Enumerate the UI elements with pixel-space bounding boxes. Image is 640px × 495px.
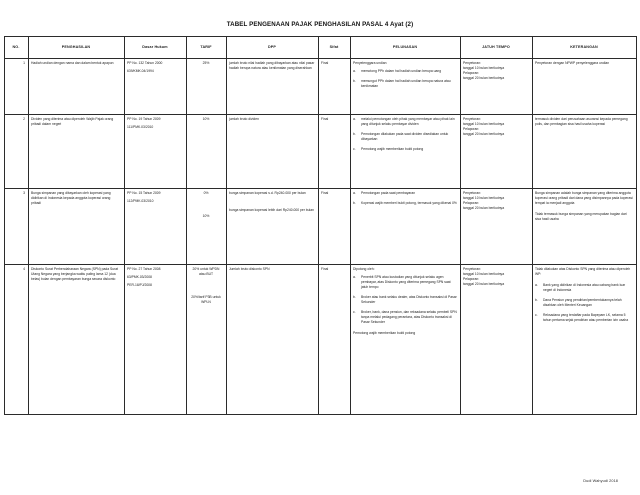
list-marker: b. bbox=[353, 201, 356, 206]
keterangan-list bbox=[535, 283, 633, 323]
table-header-row bbox=[4, 37, 636, 59]
list-item-text: Broker atau bank selaku dealer, atas Diskonto transaksi di Pasar Sekunder bbox=[361, 295, 457, 305]
list-marker: a. bbox=[353, 117, 356, 121]
pelunasan-list bbox=[353, 117, 457, 152]
pelunasan-list-item bbox=[353, 275, 457, 290]
list-item-text: Pemotongan dilakukan pada saat dividen disediakan untuk dibayarkan bbox=[361, 132, 449, 142]
list-item-text: Broker, bank, dana pensiun, dan reksadana selaku pembeli SPN tanpa melalui pedagang perantara, atas Diskonto transaksi di Pasar Sekunder bbox=[361, 310, 457, 325]
cell-tarif bbox=[186, 189, 226, 265]
jatuh-tempo-line: Penyetoran: bbox=[463, 61, 482, 65]
column-header-no: NO. bbox=[4, 37, 28, 59]
list-item-text: memungut PPh dalam hal hadiah undian berupa natura atau kenikmatan bbox=[361, 79, 451, 89]
pelunasan-list bbox=[353, 69, 457, 89]
list-item-text: Pemotong wajib memberikan bukti potong bbox=[361, 147, 424, 152]
pelunasan-list-item bbox=[353, 310, 457, 325]
tax-table bbox=[4, 36, 637, 415]
cell-tarif bbox=[186, 115, 226, 189]
list-marker: b. bbox=[353, 295, 356, 300]
dpp-value: bunga simpanan koperasi lebih dari Rp240.000 per bulan bbox=[229, 208, 314, 213]
keterangan-paragraph: Tidak dilakukan atas Diskonto SPN yang diterima atau diperoleh WP: bbox=[535, 267, 631, 277]
list-marker: c. bbox=[353, 310, 356, 315]
jatuh-tempo-line: Pelaporan: bbox=[463, 71, 480, 76]
cell-dpp bbox=[226, 265, 318, 415]
keterangan-paragraph: termasuk dividen dari perusahaan asuransi kepada pemegang polis, dan pembagian sisa hasil usaha koperasi bbox=[535, 117, 628, 127]
jatuh-tempo-line: Pelaporan: bbox=[463, 277, 480, 282]
keterangan-paragraph: Bunga simpanan adalah bunga simpanan yang diterima anggota koperasi orang pribadi dari dana yang disimpannya pada koperasi tempat ia menjadi anggota bbox=[535, 191, 633, 206]
cell-pelunasan bbox=[350, 59, 460, 115]
dasar-hukum-line: PP No. 19 Tahun 2009 bbox=[127, 117, 161, 121]
list-item-text: Reksadana yang terdaftar pada Bapepam LK, selama 5 tahun pertama sejak pendirian atau pemberian izin usaha bbox=[543, 313, 629, 323]
keterangan-list-item bbox=[535, 298, 633, 308]
dasar-hukum-line: 111/PMK.03/2010 bbox=[127, 125, 154, 130]
jatuh-tempo-line: tanggal 20 bulan berikutnya bbox=[463, 132, 505, 137]
cell-no: 4 bbox=[4, 265, 28, 415]
dasar-hukum-line: 639/KMK.04/1994 bbox=[127, 69, 154, 74]
jatuh-tempo-line: Penyetoran: bbox=[463, 191, 482, 195]
cell-keterangan bbox=[532, 115, 636, 189]
keterangan-list-item bbox=[535, 283, 633, 293]
cell-pelunasan bbox=[350, 189, 460, 265]
cell-jatuh-tempo bbox=[460, 59, 532, 115]
tarif-value: 10% bbox=[202, 214, 210, 219]
pelunasan-tail: Pemotong wajib memberikan bukti potong bbox=[353, 331, 416, 336]
jatuh-tempo-line: tanggal 10 bulan berikutnya bbox=[463, 196, 505, 201]
pelunasan-list-item bbox=[353, 69, 457, 74]
cell-dasar-hukum bbox=[124, 265, 186, 415]
cell-tarif bbox=[186, 265, 226, 415]
dasar-hukum-line: 63/PMK.03/2008 bbox=[127, 275, 152, 280]
column-header-tarif: TARIF bbox=[186, 37, 226, 59]
cell-no: 1 bbox=[4, 59, 28, 115]
pelunasan-list-item bbox=[353, 117, 457, 127]
cell-jatuh-tempo bbox=[460, 115, 532, 189]
list-item-text: Dana Pensiun yang pendirian/pembentukannya telah disahkan oleh Menteri Keuangan bbox=[543, 298, 622, 308]
cell-pelunasan bbox=[350, 115, 460, 189]
jatuh-tempo-line: Penyetoran: bbox=[463, 267, 482, 271]
list-item-text: Pemotongan pada saat pembayaran bbox=[361, 191, 416, 195]
list-marker: b. bbox=[535, 298, 538, 303]
cell-no: 2 bbox=[4, 115, 28, 189]
list-item-text: Koperasi wajib memberi bukti potong, termasuk yang dikenai 0% bbox=[361, 201, 457, 206]
cell-dasar-hukum bbox=[124, 189, 186, 265]
column-header-penghasilan: PENGHASILAN bbox=[28, 37, 124, 59]
dasar-hukum-line: PP No. 132 Tahun 2000 bbox=[127, 61, 163, 65]
cell-jatuh-tempo bbox=[460, 265, 532, 415]
table-body bbox=[4, 59, 636, 415]
pelunasan-list-item bbox=[353, 79, 457, 89]
column-header-dasar-hukum: Dasar Hukum bbox=[124, 37, 186, 59]
cell-sifat: Final bbox=[318, 59, 350, 115]
list-item-text: melalui pemotongan oleh pihak yang membayar atau pihak lain yang ditunjuk selaku pembayar dividen bbox=[361, 117, 455, 127]
column-header-dpp: DPP bbox=[226, 37, 318, 59]
list-item-text: Penerbit SPN atau kustodian yang ditunjuk selaku agen pembayar, atas Diskonto yang diterima pemegang SPN saat jatuh tempo bbox=[361, 275, 451, 290]
list-marker: b. bbox=[353, 79, 356, 84]
keterangan-list-item bbox=[535, 313, 633, 323]
jatuh-tempo-line: Penyetoran: bbox=[463, 117, 482, 121]
cell-jatuh-tempo bbox=[460, 189, 532, 265]
tarif-value: 20%/tarif P3B untuk WPLN bbox=[191, 295, 221, 305]
column-header-keterangan: KETERANGAN bbox=[532, 37, 636, 59]
jatuh-tempo-line: Pelaporan: bbox=[463, 127, 480, 132]
dasar-hukum-line: 112/PMK.03/2010 bbox=[127, 199, 154, 204]
cell-dasar-hukum bbox=[124, 59, 186, 115]
cell-penghasilan: Diskonto Surat Perbendaharaan Negara (SPN) pada Surat Utang Negara yang berjangka waktu paling lama 12 (dua belas) bulan dengan pembayaran bunga secara diskonto bbox=[28, 265, 124, 415]
cell-tarif bbox=[186, 59, 226, 115]
tarif-value: 0% bbox=[203, 191, 209, 195]
list-marker: a. bbox=[353, 69, 356, 74]
pelunasan-lead: Penyelenggara undian bbox=[353, 61, 387, 65]
cell-keterangan bbox=[532, 59, 636, 115]
pelunasan-list-item bbox=[353, 147, 457, 152]
jatuh-tempo-line: Pelaporan: bbox=[463, 201, 480, 206]
table-row bbox=[4, 189, 636, 265]
cell-penghasilan: Bunga simpanan yang dibayarkan oleh koperasi yang didirikan di Indonesia kepada anggota koperasi orang pribadi bbox=[28, 189, 124, 265]
tarif-value: 10% bbox=[202, 117, 210, 121]
pelunasan-lead: Dipotong oleh: bbox=[353, 267, 375, 271]
dpp-value: jumlah bruto dividen bbox=[229, 117, 259, 121]
keterangan-paragraph: Penyetoran dengan NPWP penyelenggara undian bbox=[535, 61, 610, 65]
list-item-text: memotong PPh dalam hal hadiah undian berupa uang bbox=[361, 69, 442, 74]
list-marker: b. bbox=[353, 132, 356, 137]
list-marker: c. bbox=[353, 147, 356, 152]
cell-sifat: Final bbox=[318, 189, 350, 265]
table-row bbox=[4, 59, 636, 115]
dasar-hukum-line: PP No. 15 Tahun 2009 bbox=[127, 191, 161, 195]
column-header-jatuh-tempo: JATUH TEMPO bbox=[460, 37, 532, 59]
page-title: TABEL PENGENAAN PAJAK PENGHASILAN PASAL 4 Ayat (2) bbox=[226, 21, 414, 28]
table-row bbox=[4, 115, 636, 189]
cell-dpp bbox=[226, 189, 318, 265]
cell-keterangan bbox=[532, 265, 636, 415]
cell-keterangan bbox=[532, 189, 636, 265]
table-row bbox=[4, 265, 636, 415]
dasar-hukum-line: PER-18/PJ/2008 bbox=[127, 283, 152, 288]
column-header-pelunasan: PELUNASAN bbox=[350, 37, 460, 59]
pelunasan-list-item bbox=[353, 201, 457, 206]
keterangan-paragraph: Tidak termasuk bunga simpanan yang merupakan bagian dari sisa hasil usaha bbox=[535, 212, 627, 222]
dasar-hukum-line: PP No. 27 Tahun 2008 bbox=[127, 267, 161, 271]
dpp-value: bunga simpanan koperasi s.d. Rp240.000 per bulan bbox=[229, 191, 306, 195]
cell-sifat: Final bbox=[318, 265, 350, 415]
dpp-value: Jumlah bruto diskonto SPN bbox=[229, 267, 270, 271]
tarif-value: 20% untuk WPDN atau BUT bbox=[192, 267, 220, 277]
cell-dpp bbox=[226, 115, 318, 189]
list-item-text: Bank yang didirikan di Indonesia atau cabang bank luar negeri di Indonesia bbox=[543, 283, 626, 293]
jatuh-tempo-line: tanggal 20 bulan berikutnya bbox=[463, 206, 505, 211]
jatuh-tempo-line: tanggal 10 bulan berikutnya bbox=[463, 122, 505, 127]
list-marker: c. bbox=[535, 313, 538, 318]
column-header-sifat: Sifat bbox=[318, 37, 350, 59]
pelunasan-list bbox=[353, 191, 457, 206]
cell-penghasilan: Hadiah undian dengan nama dan dalam bentuk apapun bbox=[28, 59, 124, 115]
cell-dasar-hukum bbox=[124, 115, 186, 189]
cell-sifat: Final bbox=[318, 115, 350, 189]
dpp-value: jumlah bruto nilai hadiah yang dibayarkan atau nilai pasar hadiah berupa natura atau kenikmatan yang diserahkan bbox=[229, 61, 315, 71]
pelunasan-list-item bbox=[353, 295, 457, 305]
list-marker: a. bbox=[535, 283, 538, 288]
jatuh-tempo-line: tanggal 10 bulan berikutnya bbox=[463, 66, 505, 71]
tarif-value: 25% bbox=[202, 61, 210, 65]
cell-pelunasan bbox=[350, 265, 460, 415]
table-header bbox=[4, 37, 636, 59]
pelunasan-list-item bbox=[353, 132, 457, 142]
list-marker: a. bbox=[353, 275, 356, 280]
jatuh-tempo-line: tanggal 20 bulan berikutnya bbox=[463, 76, 505, 81]
cell-dpp bbox=[226, 59, 318, 115]
cell-penghasilan: Dividen yang diterima atau diperoleh Wajib Pajak orang pribadi dalam negeri bbox=[28, 115, 124, 189]
pelunasan-list bbox=[353, 275, 457, 325]
list-marker: a. bbox=[353, 191, 356, 195]
cell-no: 3 bbox=[4, 189, 28, 265]
author-credit: Dudi Wahyudi 2018 bbox=[583, 479, 618, 483]
jatuh-tempo-line: tanggal 20 bulan berikutnya bbox=[463, 282, 505, 287]
jatuh-tempo-line: tanggal 10 bulan berikutnya bbox=[463, 272, 505, 277]
pelunasan-list-item bbox=[353, 191, 457, 196]
